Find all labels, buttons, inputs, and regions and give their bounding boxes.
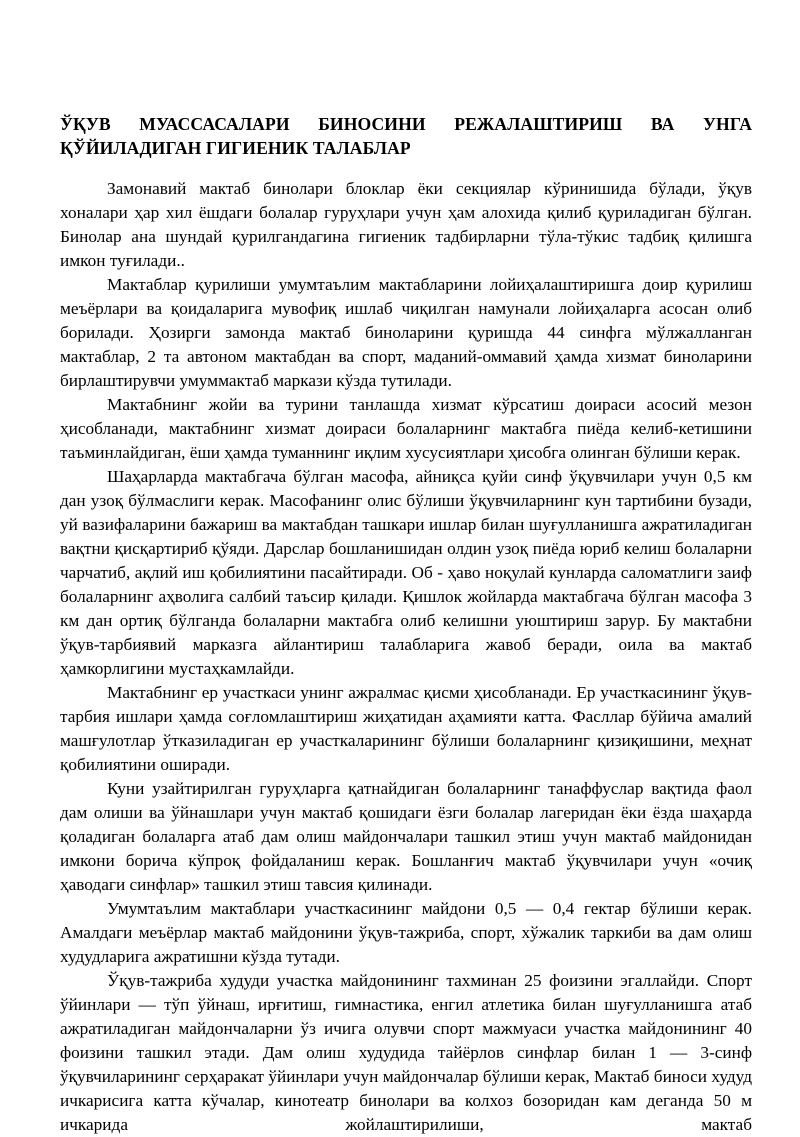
document-page [60, 112, 752, 1137]
paragraph-5: Мактабнинг ер участкаси унинг ажралмас қисми ҳисобланади. Ер участкасининг ўқув-тарбия ишлари ҳамда соғломлаштириш жиҳатидан аҳамияти катта. Фасллар бўйича амалий машғулотлар ўтказиладиган ер участкаларининг бўлиши болаларнинг қизиқишини, меҳнат қобилиятини оширади. [60, 683, 752, 774]
paragraph-8: Ўқув-тажриба худуди участка майдонининг тахминан 25 фоизини эгаллайди. Спорт ўйинлари — тўп ўйнаш, ирғитиш, гимнастика, енгил атлетика билан шуғулланишга атаб ажратиладиган майдончаларни ўз ичига олувчи спорт мажмуаси участка майдонининг 40 фоизини ташкил этади. Дам олиш худудида тайёрлов синфлар билан 1 — 3-синф ўқувчиларининг серҳаракат ўйинлари учун майдончалар бўлиши керак, Мактаб биноси худуд ичкарисига катта кўчалар, кинотеатр бинолари ва колхоз бозоридан кам деганда 50 м ичкарида жойлаштирилиши, мактаб [60, 971, 752, 1134]
paragraph-6: Куни узайтирилган гуруҳларга қатнайдиган болаларнинг танаффуслар вақтида фаол дам олиши ва ўйнашлари учун мактаб қошидаги ёзги болалар лагеридан ёки ёзда шаҳарда қоладиган болаларга атаб дам олиш майдончалари ташкил этиш учун мактаб майдонидан имкони борича кўпроқ фойдаланиш керак. Бошланғич мактаб ўқувчилари учун «очиқ ҳаводаги синфлар» ташкил этиш тавсия қилинади. [60, 779, 752, 894]
paragraph-4: Шаҳарларда мактабгача бўлган масофа, айниқса қуйи синф ўқувчилари учун 0,5 км дан узоқ бўлмаслиги керак. Масофанинг олис бўлиши ўқувчиларнинг кун тартибини бузади, уй вазифаларини бажариш ва мактабдан ташкари ишлар билан шуғулланишга ажратиладиган вақтни қисқартириб қўяди. Дарслар бошланишидан олдин узоқ пиёда юриб келиш болаларни чарчатиб, ақлий иш қобилиятини пасайтиради. Об - ҳаво ноқулай кунларда саломатлиги заиф болаларнинг аҳволига салбий таъсир қилади. Қишлок жойларда мактабгача бўлган масофа 3 км дан ортиқ бўлганда болаларни мактабга олиб келишни уюштириш зарур. Бу мактабни ўқув-тарбиявий марказга айлантириш талабларига жавоб беради, оила ва мактаб ҳамкорлигини мустаҳкамлайди. [60, 467, 752, 678]
paragraph-7: Умумтаълим мактаблари участкасининг майдони 0,5 — 0,4 гектар бўлиши керак. Амалдаги меъёрлар мактаб майдонини ўқув-тажриба, спорт, хўжалик таркиби ва дам олиш худудларига ажратишни кўзда тутади. [60, 899, 752, 966]
paragraph-2: Мактаблар қурилиши умумтаълим мактабларини лойиҳалаштиришга доир қурилиш меъёрлари ва қоидаларига мувофиқ ишлаб чиқилган намунали лойиҳаларга асосан олиб борилади. Ҳозирги замонда мактаб биноларини қуришда 44 синфга мўлжалланган мактаблар, 2 та автоном мактабдан ва спорт, маданий-оммавий ҳамда хизмат биноларини бирлаштирувчи умуммактаб маркази кўзда тутилади. [60, 275, 752, 390]
paragraph-3: Мактабнинг жойи ва турини танлашда хизмат кўрсатиш доираси асосий мезон ҳисобланади, мактабнинг хизмат доираси болаларнинг мактабга пиёда келиб-кетишини таъминлайдиган, ёши ҳамда туманнинг иқлим хусусиятлари ҳисобга олинган бўлиши керак. [60, 395, 752, 462]
document-title [60, 112, 752, 160]
paragraph-1: Замонавий мактаб бинолари блоклар ёки секциялар кўринишида бўлади, ўқув хоналари ҳар хил ёшдаги болалар гуруҳлари учун ҳам алохида қилиб қуриладиган бўлган. Бинолар ана шундай қурилгандагина гигиеник тадбирларни тўла-тўкис тадбиқ қилишга имкон туғилади.. [60, 179, 752, 270]
title-line-1: ЎҚУВ МУАССАСАЛАРИ БИНОСИНИ РЕЖАЛАШТИРИШ ВА УНГА [60, 114, 752, 134]
title-line-2: ҚЎЙИЛАДИГАН ГИГИЕНИК ТАЛАБЛАР [60, 138, 411, 158]
